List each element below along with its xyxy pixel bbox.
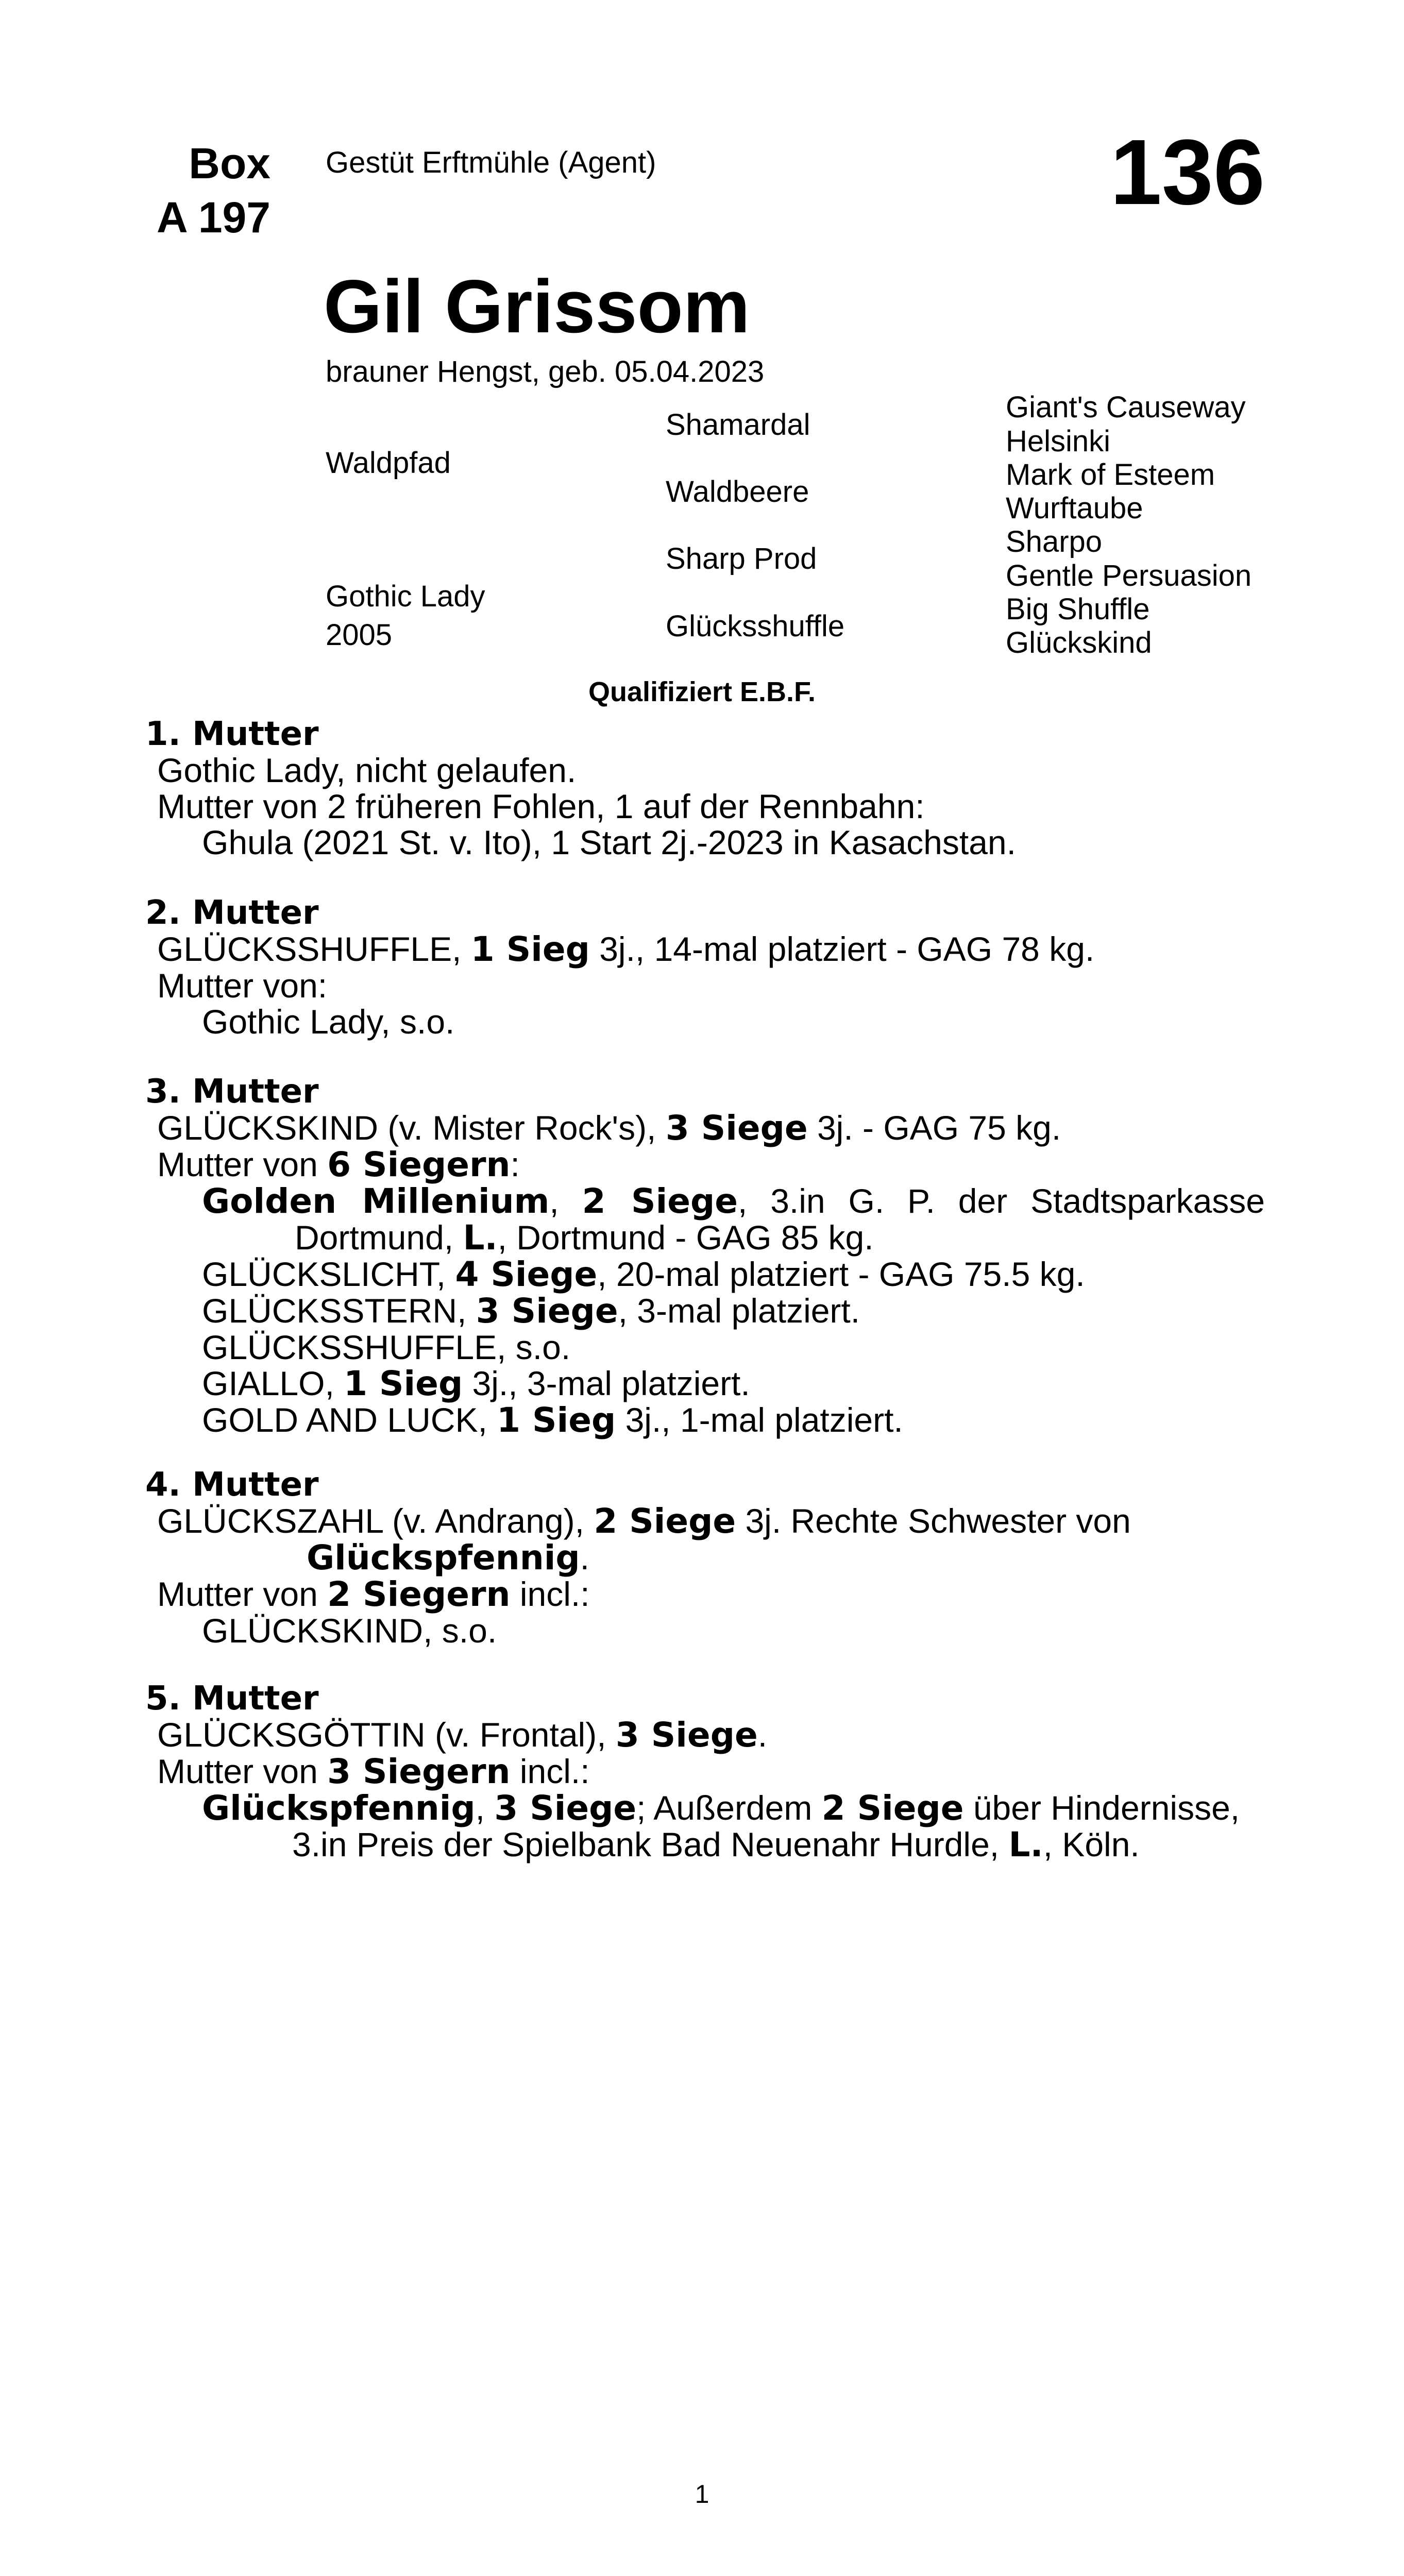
offspring-entry: GLÜCKSLICHT, 4 Siege, 20-mal platziert - GAG 75.5 kg.	[202, 1255, 1085, 1294]
qualification: Qualifiziert E.B.F.	[588, 676, 816, 707]
pedigree-gen3-3: Mark of Esteem	[1006, 458, 1215, 492]
pedigree-gen3-7: Big Shuffle	[1006, 592, 1150, 626]
produce-intro: Mutter von:	[157, 967, 328, 1005]
pedigree-gen2-2: Waldbeere	[666, 475, 809, 509]
horse-description: brauner Hengst, geb. 05.04.2023	[326, 355, 765, 388]
pedigree-gen3-5: Sharpo	[1006, 525, 1103, 558]
pedigree-gen3-8: Glückskind	[1006, 626, 1152, 659]
section-mother-2	[145, 895, 1265, 1040]
agent-name: Gestüt Erftmühle (Agent)	[326, 146, 656, 179]
section-heading: 2. Mutter	[145, 894, 319, 932]
pedigree-gen2-3: Sharp Prod	[666, 542, 817, 575]
mother-record: Gothic Lady, nicht gelaufen.	[157, 751, 577, 789]
pedigree-dam-year: 2005	[326, 618, 393, 652]
produce-intro: Mutter von 3 Siegern incl.:	[157, 1752, 590, 1791]
section-heading: 4. Mutter	[145, 1466, 319, 1504]
page-number: 1	[695, 2480, 709, 2509]
mother-record: GLÜCKSKIND (v. Mister Rock's), 3 Siege 3j. - GAG 75 kg.	[157, 1108, 1061, 1148]
produce-intro: Mutter von 2 Siegern incl.:	[157, 1574, 590, 1614]
offspring-entry: GLÜCKSSTERN, 3 Siege, 3-mal platziert.	[202, 1291, 860, 1331]
mother-record: GLÜCKSSHUFFLE, 1 Sieg 3j., 14-mal platziert - GAG 78 kg.	[157, 929, 1095, 969]
pedigree-gen3-2: Helsinki	[1006, 425, 1111, 458]
pedigree-gen3-4: Wurftaube	[1006, 492, 1143, 525]
offspring-entry: GIALLO, 1 Sieg 3j., 3-mal platziert.	[202, 1364, 750, 1403]
pedigree-gen3-1: Giant's Causeway	[1006, 391, 1246, 424]
produce-intro: Mutter von 6 Siegern:	[157, 1145, 520, 1184]
section-heading: 3. Mutter	[145, 1073, 319, 1111]
offspring-entry: Gothic Lady, s.o.	[202, 1003, 455, 1041]
mother-record: GLÜCKSGÖTTIN (v. Frontal), 3 Siege.	[157, 1715, 768, 1755]
section-mother-5	[145, 1681, 1265, 1863]
pedigree-gen3-6: Gentle Persuasion	[1006, 559, 1252, 592]
pedigree-dam: Gothic Lady	[326, 580, 485, 613]
mother-record: GLÜCKSZAHL (v. Andrang), 2 Siege 3j. Rechte Schwester von Glückspfennig.	[157, 1501, 1131, 1578]
offspring-entry: Golden Millenium, 2 Siege, 3.in G. P. der Stadtsparkasse Dortmund, L., Dortmund - GAG 85 kg.	[202, 1181, 1265, 1258]
section-heading: 1. Mutter	[145, 715, 319, 753]
box-number: A 197	[156, 193, 270, 242]
pedigree-gen2-4: Glücksshuffle	[666, 609, 845, 643]
section-mother-4	[145, 1467, 1265, 1649]
horse-name: Gil Grissom	[324, 264, 750, 348]
offspring-entry: Glückspfennig, 3 Siege; Außerdem 2 Siege über Hindernisse, 3.in Preis der Spielbank Bad Neuenahr Hurdle, L., Köln.	[202, 1788, 1240, 1865]
section-mother-3	[145, 1074, 1265, 1438]
offspring-entry: GLÜCKSSHUFFLE, s.o.	[202, 1328, 571, 1366]
pedigree-sire: Waldpfad	[326, 446, 451, 480]
offspring-entry: GLÜCKSKIND, s.o.	[202, 1612, 497, 1650]
box-label: Box	[189, 139, 270, 188]
offspring-entry: GOLD AND LUCK, 1 Sieg 3j., 1-mal platziert.	[202, 1400, 903, 1440]
catalog-number: 136	[1110, 121, 1265, 224]
section-heading: 5. Mutter	[145, 1680, 319, 1718]
section-mother-1	[145, 716, 1265, 860]
offspring-entry: Ghula (2021 St. v. Ito), 1 Start 2j.-2023 in Kasachstan.	[202, 823, 1016, 861]
produce-intro: Mutter von 2 früheren Fohlen, 1 auf der Rennbahn:	[157, 787, 925, 825]
pedigree-gen2-1: Shamardal	[666, 408, 810, 442]
